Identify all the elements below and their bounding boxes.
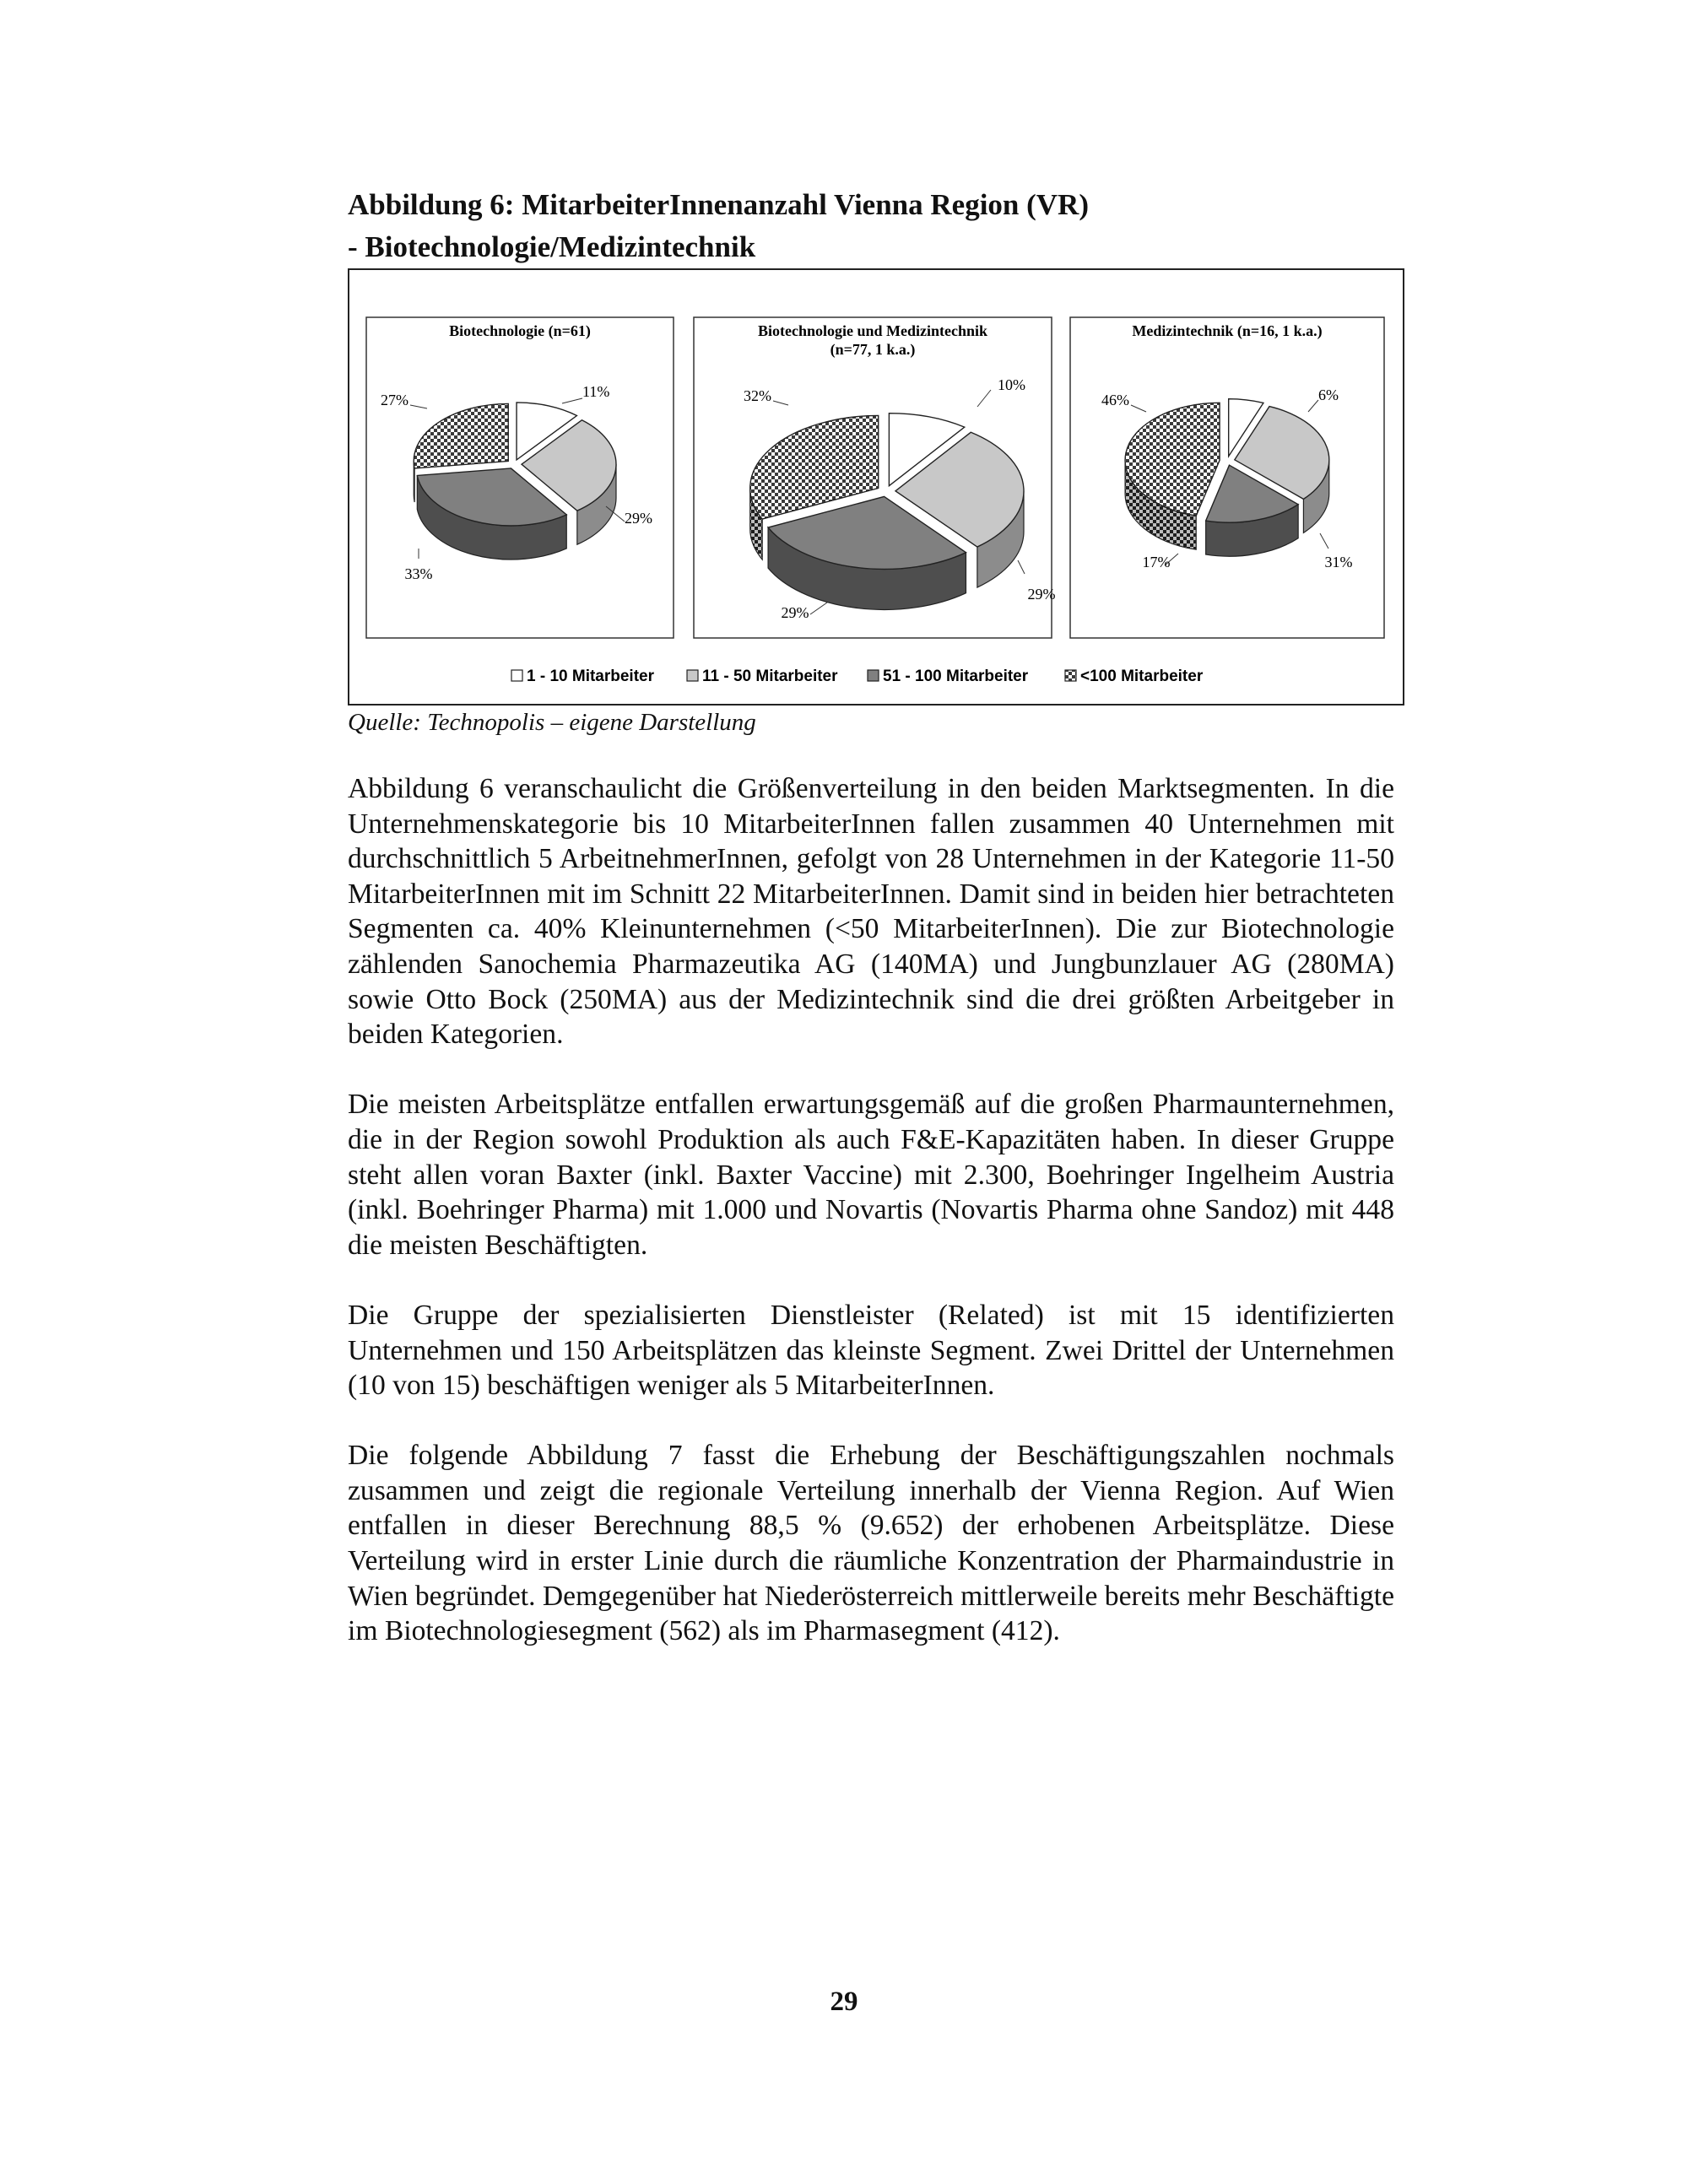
pie-chart-3 [1070,317,1384,638]
figure-caption [348,184,1411,268]
page-number: 29 [830,1987,858,2017]
legend-swatch [687,670,698,681]
pie-data-label: 10% [998,376,1025,393]
body-text [348,771,1394,1684]
pie-data-label: 29% [781,604,809,621]
pie-title: (n=77, 1 k.a.) [830,341,916,358]
pie-data-label: 31% [1324,554,1353,570]
legend-label: <100 Mitarbeiter [1080,668,1204,685]
pie-data-label: 27% [381,392,408,408]
figure-frame [348,268,1404,705]
pie-data-label: 6% [1318,387,1339,403]
pie-data-label: 32% [744,387,771,404]
pie-data-label: 17% [1142,554,1171,570]
pie-data-label: 11% [582,383,610,400]
paragraph-1: Abbildung 6 veranschaulicht die Größenverteilung in den beiden Marktsegmenten. In die Unternehmenskategorie bis 10 MitarbeiterInnen fallen zusammen 40 Unternehmen mit durchschnittlich 5 ArbeitnehmerInnen, gefolgt von 28 Unternehmen in der Kategorie 11-50 MitarbeiterInnen mit im Schnitt 22 MitarbeiterInnen. Damit sind in beiden hier betrachteten Segmenten ca. 40% Kleinunternehmen (<50 MitarbeiterInnen). Die zur Biotechnologie zählenden Sanochemia Pharmazeutika AG (140MA) und Jungbunzlauer AG (280MA) sowie Otto Bock (250MA) aus der Medizintechnik sind die drei größten Arbeitgeber in beiden Kategorien. [348,773,1394,1051]
pie-data-label: 29% [1027,586,1056,603]
figure-source: Quelle: Technopolis – eigene Darstellung [348,709,756,736]
paragraph-4: Die folgende Abbildung 7 fasst die Erhebung der Beschäftigungszahlen nochmals zusammen und zeigt die regionale Verteilung innerhalb der Vienna Region. Auf Wien entfallen in dieser Berechnung 88,5 % (9.652) der erhobenen Arbeitsplätze. Diese Verteilung wird in erster Linie durch die räumliche Konzentration der Pharmaindustrie in Wien begründet. Demgegenüber hat Niederösterreich mittlerweile bereits mehr Beschäftigte im Biotechnologiesegment (562) als im Pharmasegment (412). [348,1440,1394,1647]
legend-item-2 [687,668,838,685]
chart-legend [511,668,1204,685]
legend-item-1 [511,668,655,685]
legend-item-4 [1065,668,1204,685]
caption-line-2: - Biotechnologie/Medizintechnik [348,230,756,263]
pie-data-label: 29% [625,510,652,527]
caption-line-1: Abbildung 6: MitarbeiterInnenanzahl Vienna Region (VR) [348,188,1089,221]
legend-swatch [1065,670,1076,681]
pie-data-label: 33% [404,565,433,582]
pie-chart-2 [694,317,1056,638]
legend-label: 51 - 100 Mitarbeiter [883,668,1029,685]
pie-data-label: 46% [1101,392,1129,408]
paragraph-3: Die Gruppe der spezialisierten Dienstleister (Related) ist mit 15 identifizierten Unternehmen und 150 Arbeitsplätzen das kleinste Segment. Zwei Drittel der Unternehmen (10 von 15) beschäftigen weniger als 5 MitarbeiterInnen. [348,1299,1394,1402]
legend-item-3 [868,668,1029,685]
legend-label: 1 - 10 Mitarbeiter [527,668,654,685]
pie-charts-figure [349,270,1403,704]
pie-chart-1 [366,317,674,638]
pie-title: Biotechnologie (n=61) [449,322,591,339]
paragraph-2: Die meisten Arbeitsplätze entfallen erwartungsgemäß auf die großen Pharmaunternehmen, die in der Region sowohl Produktion als auch F&E-Kapazitäten haben. In dieser Gruppe steht allen voran Baxter (inkl. Baxter Vaccine) mit 2.300, Boehringer Ingelheim Austria (inkl. Boehringer Pharma) mit 1.000 und Novartis (Novartis Pharma ohne Sandoz) mit 448 die meisten Beschäftigten. [348,1089,1394,1261]
legend-swatch [511,670,522,681]
pie-title: Medizintechnik (n=16, 1 k.a.) [1132,322,1323,339]
legend-label: 11 - 50 Mitarbeiter [702,668,838,685]
legend-swatch [868,670,879,681]
pie-title: Biotechnologie und Medizintechnik [757,322,988,339]
